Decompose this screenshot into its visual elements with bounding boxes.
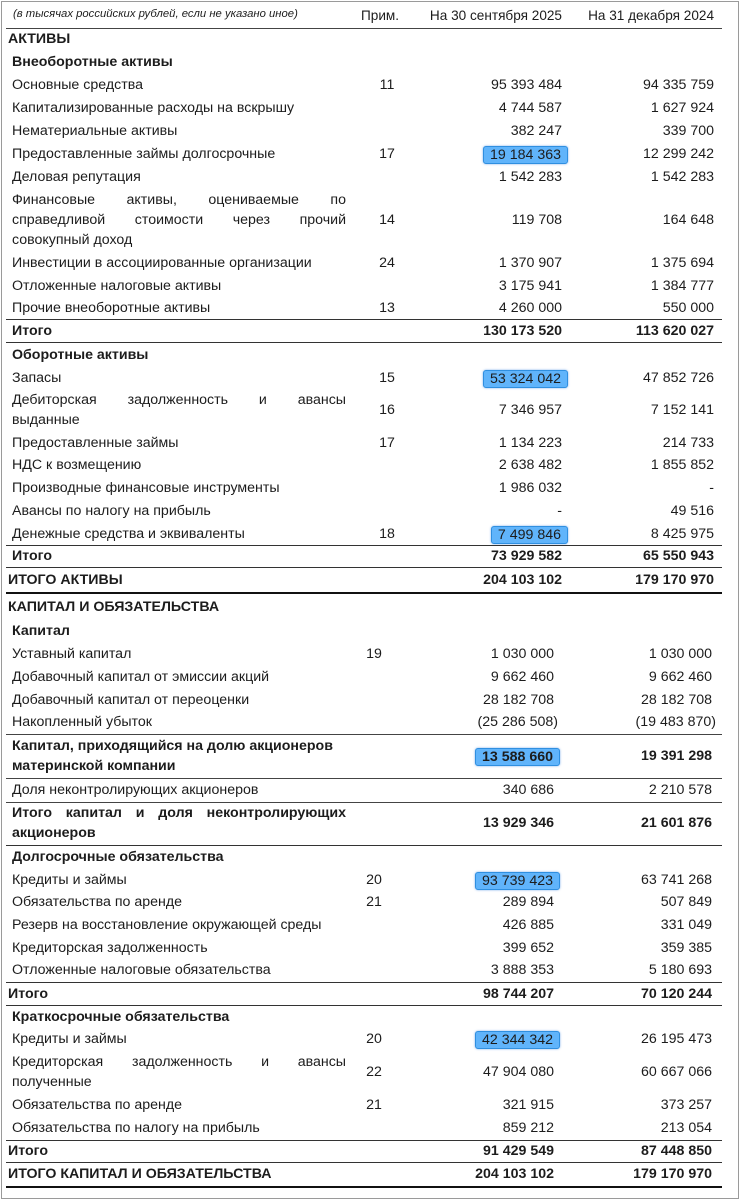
- row-label: Резерв на восстановление окружающей среды: [12, 917, 322, 933]
- row-note: 14: [379, 212, 395, 228]
- row-note: 13: [379, 300, 395, 316]
- row-value-2025: 1 986 032: [498, 480, 562, 496]
- note-column-header: Прим.: [361, 8, 400, 23]
- row-value-2024: 1 384 777: [650, 278, 714, 294]
- row-value-2024: 1 855 852: [650, 457, 714, 473]
- row-value-2025: 7 346 957: [498, 402, 562, 418]
- row-value-2025: 130 173 520: [483, 323, 562, 339]
- row-value-2024: 65 550 943: [642, 548, 714, 564]
- divider: [6, 802, 722, 803]
- row-label: Итого: [12, 323, 53, 339]
- row-note: 17: [379, 146, 395, 162]
- row-value-2025: 859 212: [502, 1120, 554, 1136]
- row-value-2024: 213 054: [660, 1120, 712, 1136]
- row-value-2024: 2 210 578: [648, 782, 712, 798]
- row-value-2025: 73 929 582: [490, 548, 562, 564]
- row-value-2024: 164 648: [662, 212, 714, 228]
- row-note: 18: [379, 526, 395, 542]
- row-note: 22: [366, 1064, 382, 1080]
- row-value-2025: 3 175 941: [498, 278, 562, 294]
- divider: [6, 592, 722, 594]
- row-value-2024: -: [709, 480, 714, 496]
- row-value-2024: 8 425 975: [650, 526, 714, 542]
- row-note: 17: [379, 435, 395, 451]
- row-label: Итого: [12, 548, 53, 564]
- subsection-title-current: Оборотные активы: [12, 347, 149, 363]
- highlighted-value: 53 324 042: [483, 370, 568, 388]
- divider: [6, 1186, 722, 1188]
- row-value-2025: 4 260 000: [498, 300, 562, 316]
- row-value-2025: 47 904 080: [482, 1064, 554, 1080]
- row-value-2024: 63 741 268: [640, 872, 712, 888]
- row-value-2025: 382 247: [510, 123, 562, 139]
- row-label: акционеров: [12, 825, 96, 841]
- row-label: Капитализированные расходы на вскрышу: [12, 100, 295, 116]
- row-label: Кредиты и займы: [12, 1031, 127, 1047]
- row-value-2024: 47 852 726: [642, 370, 714, 386]
- row-label: ИТОГО КАПИТАЛ И ОБЯЗАТЕЛЬСТВА: [8, 1166, 272, 1182]
- row-label: Производные финансовые инструменты: [12, 480, 280, 496]
- subsection-title-noncurrent: Внеоборотные активы: [12, 54, 173, 70]
- row-label: НДС к возмещению: [12, 457, 142, 473]
- row-label: Уставный капитал: [12, 646, 132, 662]
- row-label: Кредиторская задолженность: [12, 940, 208, 956]
- row-value-2025: 119 708: [511, 212, 562, 228]
- divider: [6, 545, 722, 546]
- row-label: ИТОГО АКТИВЫ: [8, 572, 123, 588]
- row-label: Обязательства по аренде: [12, 1097, 183, 1113]
- row-label: совокупный доход: [12, 232, 133, 248]
- row-label: Предоставленные займы долгосрочные: [12, 146, 276, 162]
- subsection-title-shortterm: Краткосрочные обязательства: [12, 1009, 230, 1025]
- row-note: 21: [366, 894, 382, 910]
- highlighted-value: 7 499 846: [491, 526, 568, 544]
- row-value-2024: 1 030 000: [648, 646, 712, 662]
- divider: [6, 1140, 722, 1141]
- row-label: Капитал, приходящийся на долю акционеров: [12, 738, 333, 754]
- row-label: Прочие внеоборотные активы: [12, 300, 211, 316]
- row-note: 16: [379, 402, 395, 418]
- row-value-2024: 94 335 759: [642, 77, 714, 93]
- divider: [6, 845, 722, 846]
- row-value-2025: 1 134 223: [498, 435, 562, 451]
- row-value-2024: 21 601 876: [640, 815, 712, 831]
- row-value-2024: 1 375 694: [650, 255, 714, 271]
- highlighted-value: 13 588 660: [475, 748, 560, 766]
- row-value-2024: 28 182 708: [640, 692, 712, 708]
- row-label: Обязательства по налогу на прибыль: [12, 1120, 260, 1136]
- row-value-2024: (19 483 870): [635, 714, 716, 730]
- row-label: Дебиторская задолженность и авансы: [12, 392, 346, 408]
- highlighted-value: 93 739 423: [475, 872, 560, 890]
- row-value-2024: 507 849: [660, 894, 712, 910]
- row-value-2024: 19 391 298: [640, 748, 712, 764]
- row-value-2024: 9 662 460: [648, 669, 712, 685]
- row-label: Деловая репутация: [12, 169, 141, 185]
- row-label: Предоставленные займы: [12, 435, 179, 451]
- row-value-2024: 179 170 970: [635, 572, 714, 588]
- row-note: 19: [366, 646, 382, 662]
- row-value-2025: 3 888 353: [490, 962, 554, 978]
- row-label: Итого капитал и доля неконтролирующих: [12, 805, 346, 821]
- divider: [6, 734, 722, 735]
- row-label: Кредиты и займы: [12, 872, 127, 888]
- row-label: справедливой стоимости через прочий: [12, 212, 346, 228]
- highlighted-value: 19 184 363: [483, 146, 568, 164]
- divider: [6, 342, 722, 343]
- section-title-assets: АКТИВЫ: [8, 31, 71, 47]
- row-label: Итого: [8, 1143, 49, 1159]
- section-title-equity-liabilities: КАПИТАЛ И ОБЯЗАТЕЛЬСТВА: [8, 599, 220, 615]
- row-value-2024: 359 385: [660, 940, 712, 956]
- row-value-2024: 5 180 693: [648, 962, 712, 978]
- row-label: Доля неконтролирующих акционеров: [12, 782, 259, 798]
- divider: [6, 567, 722, 568]
- subsection-title-longterm: Долгосрочные обязательства: [12, 849, 224, 865]
- row-label: Итого: [8, 986, 49, 1002]
- row-value-2025: -: [557, 503, 562, 519]
- row-value-2025: 289 894: [502, 894, 554, 910]
- row-value-2024: 1 542 283: [650, 169, 714, 185]
- row-label: Добавочный капитал от переоценки: [12, 692, 250, 708]
- highlighted-value: 42 344 342: [475, 1031, 560, 1049]
- row-value-2025: 321 915: [502, 1097, 554, 1113]
- row-label: Обязательства по аренде: [12, 894, 183, 910]
- row-value-2024: 1 627 924: [650, 100, 714, 116]
- divider: [6, 1162, 722, 1163]
- row-value-2024: 60 667 066: [640, 1064, 712, 1080]
- row-value-2025: 1 030 000: [490, 646, 554, 662]
- row-value-2025: 340 686: [502, 782, 554, 798]
- header-divider: [6, 28, 722, 29]
- row-label: Авансы по налогу на прибыль: [12, 503, 211, 519]
- row-value-2025: 95 393 484: [490, 77, 562, 93]
- row-value-2025: 9 662 460: [490, 669, 554, 685]
- row-value-2024: 7 152 141: [650, 402, 714, 418]
- row-label: Денежные средства и эквиваленты: [12, 526, 245, 542]
- row-value-2024: 331 049: [660, 917, 712, 933]
- row-value-2025: 28 182 708: [482, 692, 554, 708]
- units-caption: (в тысячах российских рублей, если не указано иное): [13, 8, 298, 20]
- row-note: 21: [366, 1097, 382, 1113]
- row-value-2025: (25 286 508): [477, 714, 558, 730]
- row-label: Отложенные налоговые активы: [12, 278, 222, 294]
- divider: [6, 778, 722, 779]
- row-label: материнской компании: [12, 758, 176, 774]
- row-note: 15: [379, 370, 395, 386]
- row-note: 24: [379, 255, 395, 271]
- row-value-2024: 179 170 970: [633, 1166, 712, 1182]
- row-value-2024: 70 120 244: [640, 986, 712, 1002]
- row-label: выданные: [12, 412, 80, 428]
- row-label: Отложенные налоговые обязательства: [12, 962, 271, 978]
- row-value-2024: 113 620 027: [635, 323, 714, 339]
- row-value-2024: 214 733: [662, 435, 714, 451]
- row-label: Инвестиции в ассоциированные организации: [12, 255, 312, 271]
- divider: [6, 319, 722, 320]
- row-value-2025: 426 885: [502, 917, 554, 933]
- row-label: Добавочный капитал от эмиссии акций: [12, 669, 270, 685]
- row-value-2025: 98 744 207: [482, 986, 554, 1002]
- row-value-2025: 13 929 346: [482, 815, 554, 831]
- divider: [6, 1005, 722, 1006]
- row-value-2024: 26 195 473: [640, 1031, 712, 1047]
- row-value-2025: 4 744 587: [498, 100, 562, 116]
- row-value-2025: 91 429 549: [482, 1143, 554, 1159]
- row-value-2025: 2 638 482: [498, 457, 562, 473]
- col-dec-2024-header: На 31 декабря 2024: [588, 8, 714, 23]
- row-value-2025: 204 103 102: [483, 572, 562, 588]
- row-value-2024: 373 257: [660, 1097, 712, 1113]
- row-label: Финансовые активы, оцениваемые по: [12, 192, 346, 208]
- row-label: Запасы: [12, 370, 62, 386]
- row-value-2025: 1 370 907: [498, 255, 562, 271]
- subsection-title-capital: Капитал: [12, 623, 70, 639]
- row-value-2024: 87 448 850: [640, 1143, 712, 1159]
- row-value-2024: 49 516: [670, 503, 714, 519]
- row-value-2024: 550 000: [662, 300, 714, 316]
- row-value-2024: 12 299 242: [642, 146, 714, 162]
- row-value-2025: 204 103 102: [475, 1166, 554, 1182]
- row-note: 20: [366, 1031, 382, 1047]
- row-label: Накопленный убыток: [12, 714, 152, 730]
- row-note: 20: [366, 872, 382, 888]
- row-note: 11: [379, 77, 395, 93]
- row-label: Нематериальные активы: [12, 123, 178, 139]
- row-label: Основные средства: [12, 77, 143, 93]
- row-value-2024: 339 700: [662, 123, 714, 139]
- row-label: Кредиторская задолженность и авансы: [12, 1054, 346, 1070]
- col-sep-2025-header: На 30 сентября 2025: [429, 8, 562, 23]
- row-value-2025: 1 542 283: [498, 169, 562, 185]
- row-label: полученные: [12, 1074, 92, 1090]
- divider: [6, 982, 722, 983]
- row-value-2025: 399 652: [502, 940, 554, 956]
